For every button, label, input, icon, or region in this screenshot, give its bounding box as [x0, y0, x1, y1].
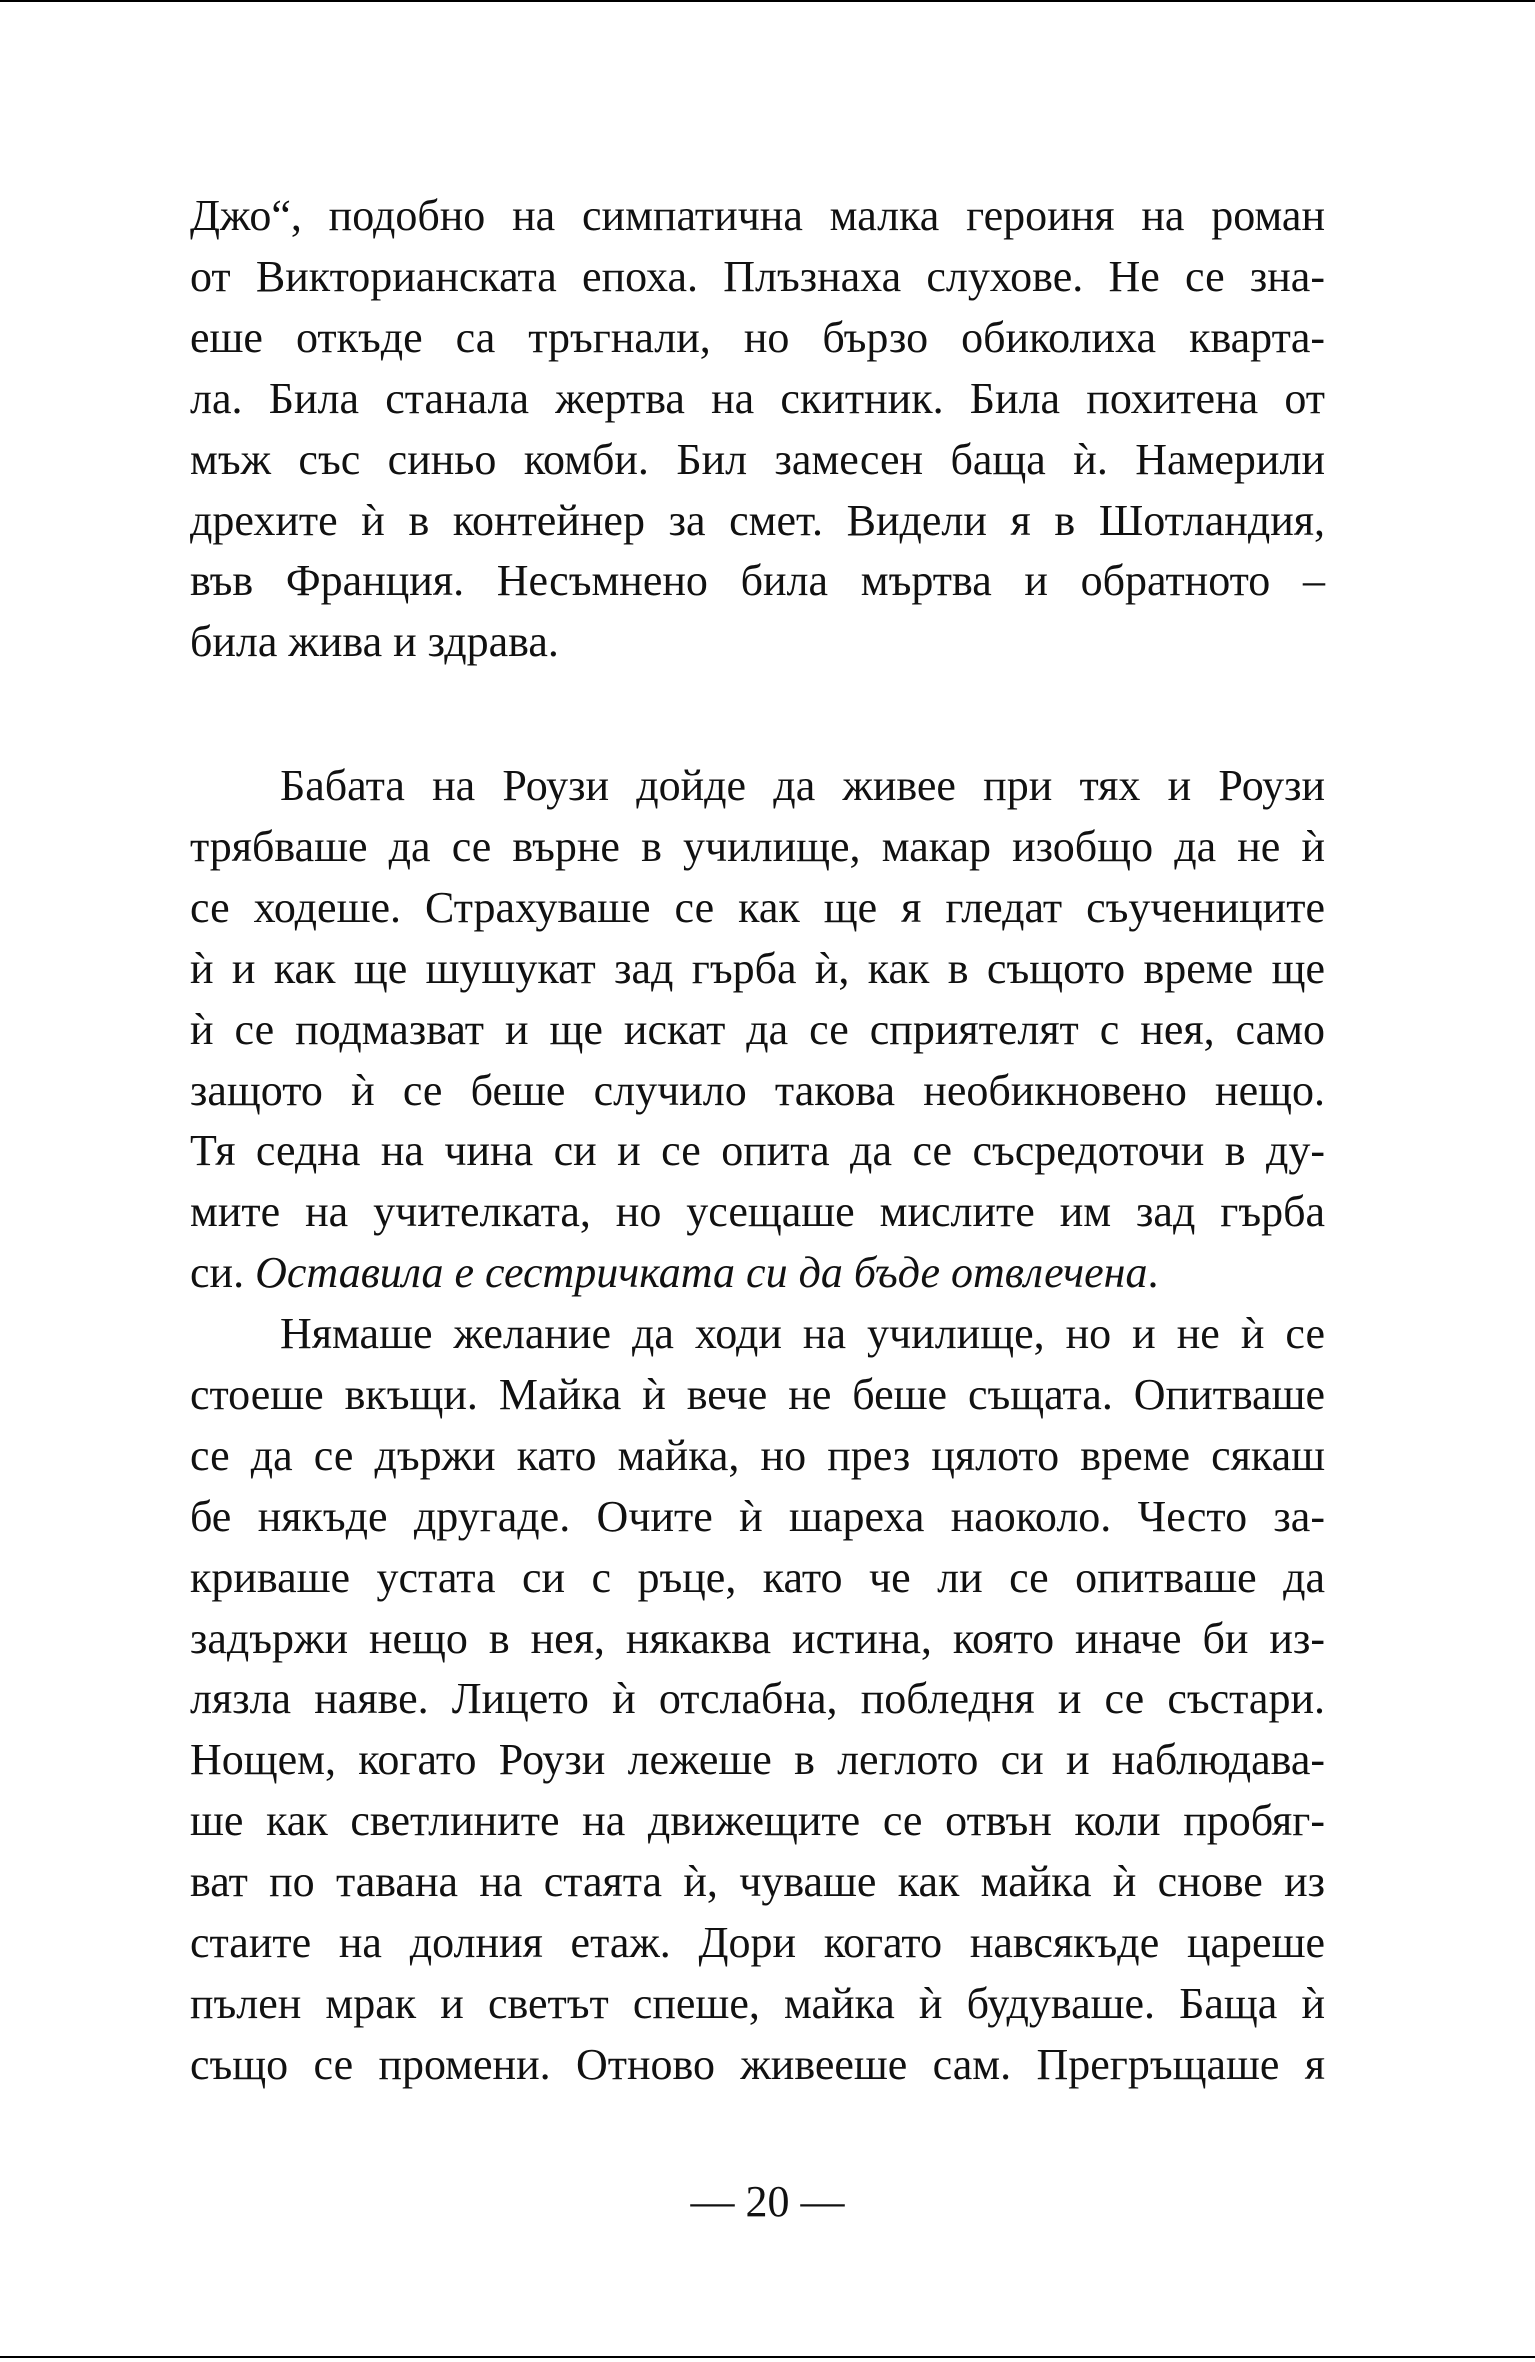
- text-line: ват по тавана на стаята ѝ, чуваше как майка ѝ снове из: [190, 1857, 1325, 1907]
- text-end: .: [1147, 1248, 1159, 1298]
- top-border: [0, 0, 1535, 2]
- text-line: ѝ и как ще шушукат зад гърба ѝ, как в същото време ще: [190, 943, 1325, 993]
- text-line: се ходеше. Страхуваше се как ще я гледат съучениците: [190, 882, 1325, 932]
- paragraph-3: [190, 1304, 1325, 2096]
- paragraph-1: [190, 186, 1325, 673]
- text-line: стоеше вкъщи. Майка ѝ вече не беше същата. Опитваше: [190, 1369, 1325, 1419]
- text-line: ѝ се подмазват и ще искат да се сприятелят с нея, само: [190, 1004, 1325, 1054]
- text-line: също се промени. Отново живееше сам. Прегръщаше я: [190, 2039, 1325, 2089]
- text-line: ше как светлините на движещите се отвън коли пробяг-: [190, 1796, 1325, 1846]
- text-plain: си.: [190, 1248, 256, 1298]
- bottom-border: [0, 2356, 1535, 2358]
- paragraph-2: [190, 756, 1325, 1304]
- text-line: мите на учителката, но усещаше мислите им зад гърба: [190, 1187, 1325, 1237]
- page-number: — 20 —: [690, 2177, 845, 2226]
- italic-thought: Оставила е сестричката си да бъде отвлечена: [255, 1248, 1148, 1298]
- text-line: Джо“, подобно на симпатична малка героиня на роман: [190, 191, 1325, 240]
- text-line: се да се държи като майка, но през цялото време сякаш: [190, 1430, 1325, 1480]
- text-line: Нощем, когато Роузи лежеше в леглото си и наблюдава-: [190, 1735, 1325, 1785]
- text-line: стаите на долния етаж. Дори когато навсякъде цареше: [190, 1918, 1325, 1968]
- text-line: Нямаше желание да ходи на училище, но и не ѝ се: [280, 1309, 1325, 1358]
- text-line: ла. Била станала жертва на скитник. Била похитена от: [190, 373, 1325, 423]
- text-line: лязла наяве. Лицето ѝ отслабна, побледня и се състари.: [190, 1674, 1325, 1724]
- text-line: пълен мрак и светът спеше, майка ѝ будуваше. Баща ѝ: [190, 1978, 1325, 2028]
- text-line: задържи нещо в нея, някаква истина, която иначе би из-: [190, 1613, 1325, 1663]
- text-line: защото ѝ се беше случило такова необикновено нещо.: [190, 1065, 1325, 1115]
- text-line: във Франция. Несъмнено била мъртва и обратното –: [190, 556, 1325, 606]
- text-line: еше откъде са тръгнали, но бързо обиколиха квартa-: [190, 312, 1325, 362]
- text-line: [190, 1243, 1325, 1304]
- text-line: дрехите ѝ в контейнер за смет. Видели я в Шотландия,: [190, 495, 1325, 545]
- text-line: Бабата на Роузи дойде да живее при тях и Роузи: [280, 761, 1325, 810]
- text-line: бе някъде другаде. Очите ѝ шареха наоколо. Често за-: [190, 1491, 1325, 1541]
- text-line: трябваше да се върне в училище, макар изобщо да не ѝ: [190, 821, 1325, 871]
- text-line: Тя седна на чина си и се опита да се съсредоточи в ду-: [190, 1126, 1325, 1176]
- text-line: мъж със синьо комби. Бил замесен баща ѝ. Намерили: [190, 434, 1325, 484]
- text-line: криваше устата си с ръце, като че ли се опитваше да: [190, 1552, 1325, 1602]
- text-line: била жива и здрава.: [190, 617, 559, 667]
- text-line: от Викторианската епоха. Плъзнаха слухове. Не се зна-: [190, 251, 1325, 301]
